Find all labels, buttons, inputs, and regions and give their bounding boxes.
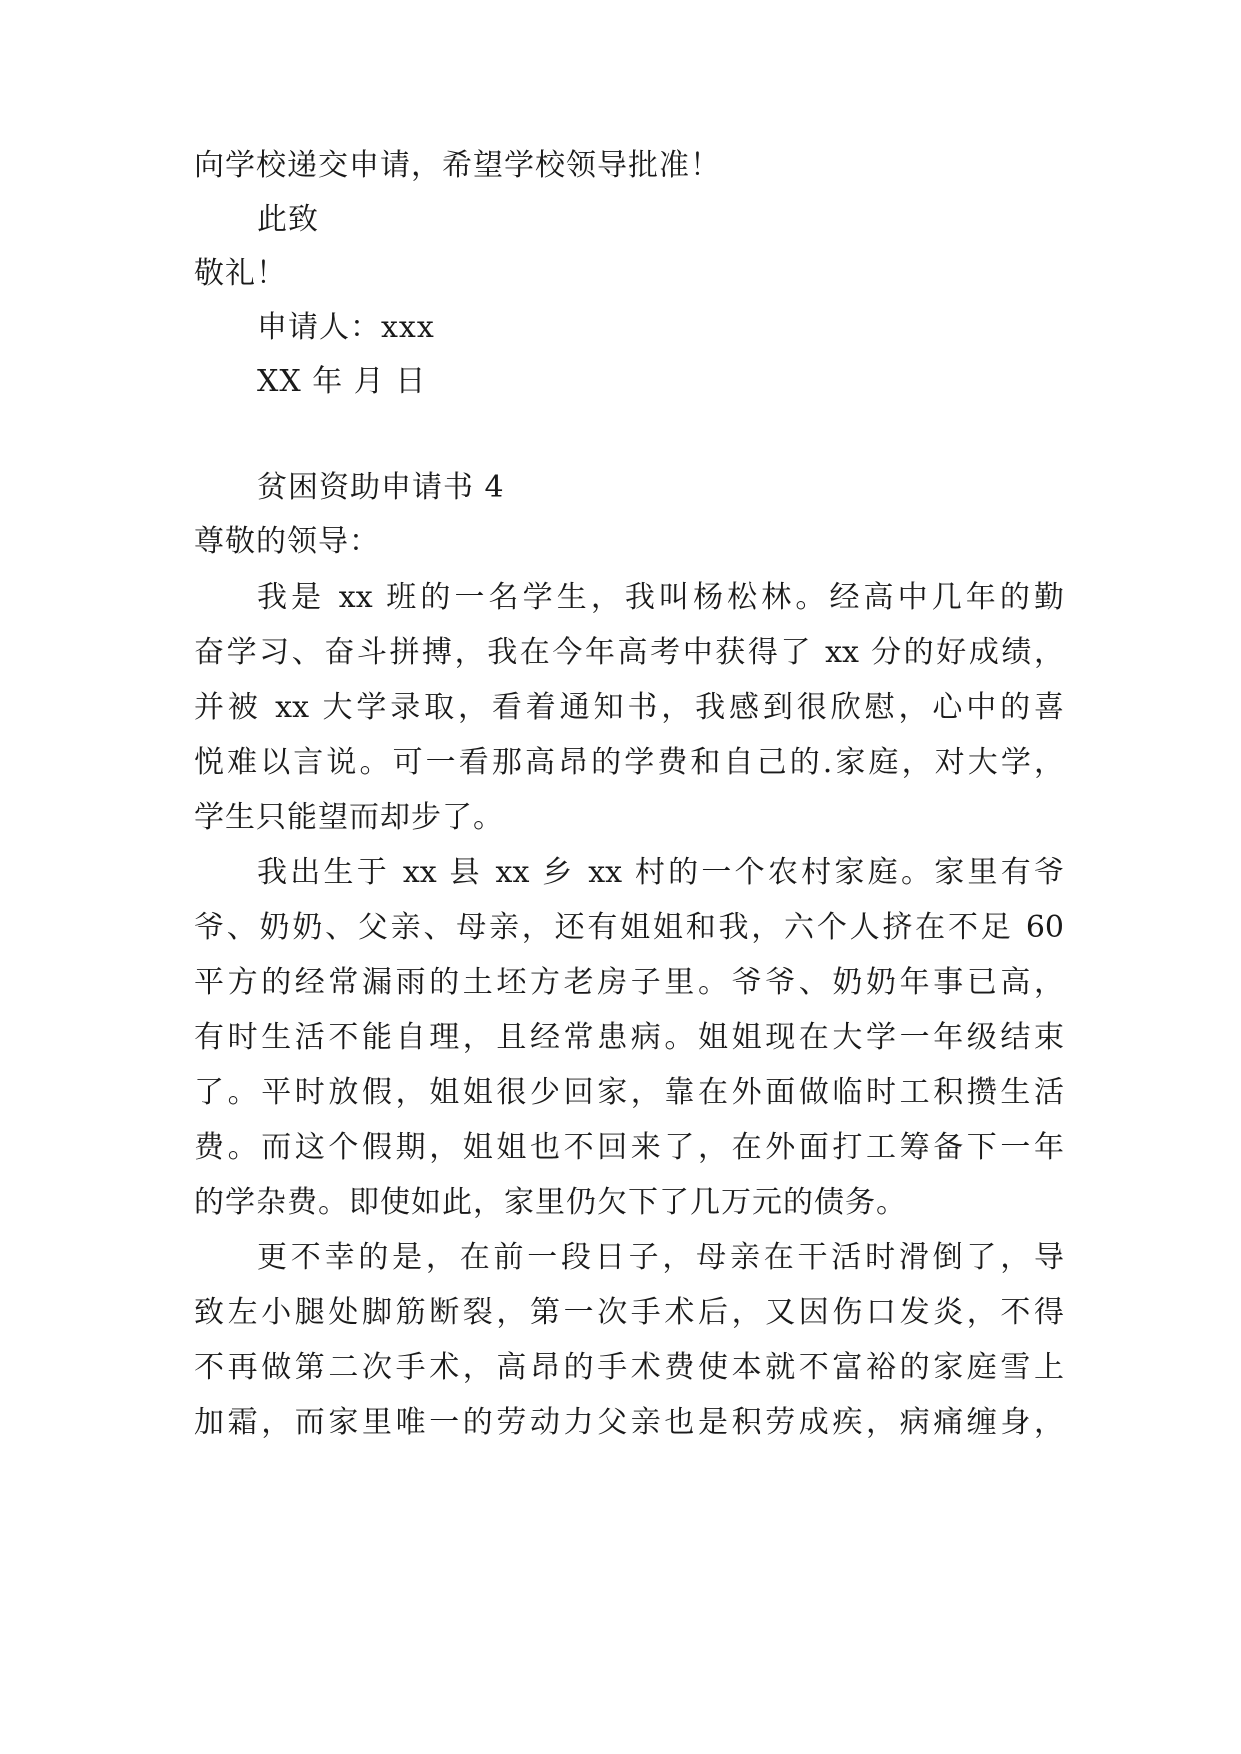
letter-heading: 贫困资助申请书 4 — [257, 470, 505, 505]
paragraph-2-line-3: 平方的经常漏雨的土坯方老房子里。爷爷、奶奶年事已高， — [194, 965, 1064, 1000]
salutation-jingli: 敬礼！ — [194, 256, 287, 291]
applicant-line: 申请人：xxx — [257, 310, 435, 345]
date-line: XX 年 月 日 — [257, 364, 427, 399]
paragraph-1-line-5: 学生只能望而却步了。 — [194, 800, 504, 835]
paragraph-3-line-3: 不再做第二次手术，高昂的手术费使本就不富裕的家庭雪上 — [194, 1350, 1064, 1385]
paragraph-3-line-4: 加霜，而家里唯一的劳动力父亲也是积劳成疾，病痛缠身， — [194, 1405, 1064, 1440]
paragraph-1-line-4: 悦难以言说。可一看那高昂的学费和自己的.家庭，对大学， — [194, 745, 1064, 780]
paragraph-3-line-2: 致左小腿处脚筋断裂，第一次手术后，又因伤口发炎，不得 — [194, 1295, 1064, 1330]
paragraph-1-line-1: 我是 xx 班的一名学生，我叫杨松林。经高中几年的勤 — [257, 580, 1064, 615]
paragraph-2-line-7: 的学杂费。即使如此，家里仍欠下了几万元的债务。 — [194, 1185, 907, 1220]
paragraph-1-line-2: 奋学习、奋斗拼搏，我在今年高考中获得了 xx 分的好成绩， — [194, 635, 1064, 670]
paragraph-2-line-1: 我出生于 xx 县 xx 乡 xx 村的一个农村家庭。家里有爷 — [257, 855, 1064, 890]
paragraph-3-line-1: 更不幸的是，在前一段日子，母亲在干活时滑倒了，导 — [257, 1240, 1064, 1275]
salutation-cizhi: 此致 — [257, 202, 319, 237]
paragraph-2-line-4: 有时生活不能自理，且经常患病。姐姐现在大学一年级结束 — [194, 1020, 1064, 1055]
paragraph-2-line-5: 了。平时放假，姐姐很少回家，靠在外面做临时工积攒生活 — [194, 1075, 1064, 1110]
closing-line: 向学校递交申请，希望学校领导批准！ — [194, 148, 721, 183]
paragraph-2-line-2: 爷、奶奶、父亲、母亲，还有姐姐和我，六个人挤在不足 60 — [194, 910, 1064, 945]
paragraph-1-line-3: 并被 xx 大学录取，看着通知书，我感到很欣慰，心中的喜 — [194, 690, 1064, 725]
paragraph-2-line-6: 费。而这个假期，姐姐也不回来了，在外面打工筹备下一年 — [194, 1130, 1064, 1165]
letter-greeting: 尊敬的领导： — [194, 524, 380, 559]
